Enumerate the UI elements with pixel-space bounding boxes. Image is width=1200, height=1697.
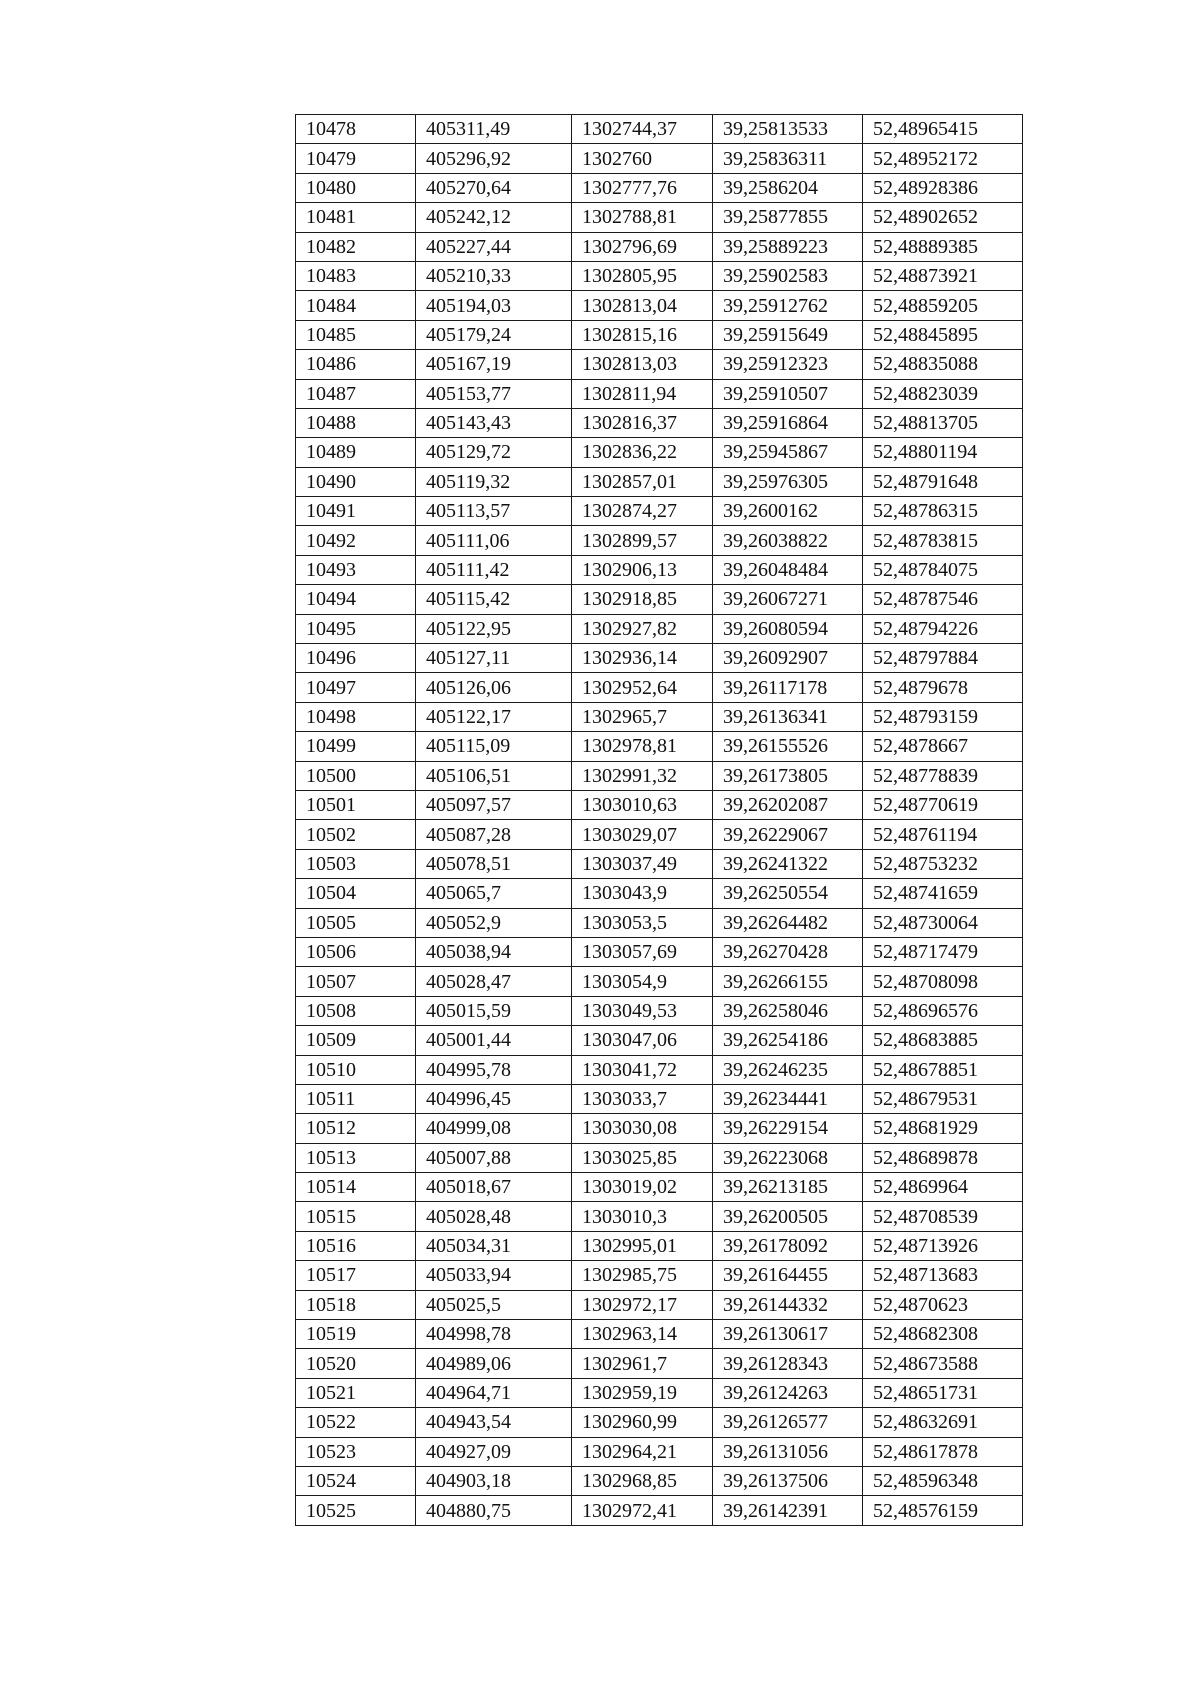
longitude-cell: 52,48784075 bbox=[863, 555, 1023, 584]
table-row bbox=[296, 820, 1023, 849]
longitude-cell: 52,48717479 bbox=[863, 937, 1023, 966]
longitude-cell: 52,48761194 bbox=[863, 820, 1023, 849]
y-coordinate-cell: 1302813,04 bbox=[572, 291, 713, 320]
point-number-cell: 10520 bbox=[296, 1349, 416, 1378]
point-number-cell: 10479 bbox=[296, 144, 416, 173]
longitude-cell: 52,48786315 bbox=[863, 497, 1023, 526]
x-coordinate-cell: 405119,32 bbox=[416, 467, 572, 496]
table-row bbox=[296, 790, 1023, 819]
table-row bbox=[296, 1290, 1023, 1319]
x-coordinate-cell: 405097,57 bbox=[416, 790, 572, 819]
x-coordinate-cell: 405001,44 bbox=[416, 1026, 572, 1055]
x-coordinate-cell: 405111,42 bbox=[416, 555, 572, 584]
latitude-cell: 39,26130617 bbox=[713, 1320, 863, 1349]
x-coordinate-cell: 405127,11 bbox=[416, 644, 572, 673]
table-row bbox=[296, 115, 1023, 144]
point-number-cell: 10490 bbox=[296, 467, 416, 496]
table-row bbox=[296, 1261, 1023, 1290]
longitude-cell: 52,48793159 bbox=[863, 702, 1023, 731]
y-coordinate-cell: 1303049,53 bbox=[572, 996, 713, 1025]
point-number-cell: 10498 bbox=[296, 702, 416, 731]
table-row bbox=[296, 291, 1023, 320]
latitude-cell: 39,26136341 bbox=[713, 702, 863, 731]
longitude-cell: 52,48683885 bbox=[863, 1026, 1023, 1055]
latitude-cell: 39,25915649 bbox=[713, 320, 863, 349]
x-coordinate-cell: 404927,09 bbox=[416, 1437, 572, 1466]
latitude-cell: 39,25912323 bbox=[713, 350, 863, 379]
x-coordinate-cell: 405115,09 bbox=[416, 732, 572, 761]
x-coordinate-cell: 405028,48 bbox=[416, 1202, 572, 1231]
point-number-cell: 10518 bbox=[296, 1290, 416, 1319]
table-row bbox=[296, 203, 1023, 232]
point-number-cell: 10506 bbox=[296, 937, 416, 966]
x-coordinate-cell: 405015,59 bbox=[416, 996, 572, 1025]
point-number-cell: 10495 bbox=[296, 614, 416, 643]
table-row bbox=[296, 1231, 1023, 1260]
latitude-cell: 39,26137506 bbox=[713, 1466, 863, 1495]
x-coordinate-cell: 404903,18 bbox=[416, 1466, 572, 1495]
x-coordinate-cell: 405296,92 bbox=[416, 144, 572, 173]
table-row bbox=[296, 967, 1023, 996]
longitude-cell: 52,48708098 bbox=[863, 967, 1023, 996]
point-number-cell: 10501 bbox=[296, 790, 416, 819]
x-coordinate-cell: 405311,49 bbox=[416, 115, 572, 144]
y-coordinate-cell: 1303030,08 bbox=[572, 1114, 713, 1143]
longitude-cell: 52,48770619 bbox=[863, 790, 1023, 819]
y-coordinate-cell: 1303057,69 bbox=[572, 937, 713, 966]
latitude-cell: 39,26258046 bbox=[713, 996, 863, 1025]
x-coordinate-cell: 405270,64 bbox=[416, 173, 572, 202]
latitude-cell: 39,26067271 bbox=[713, 585, 863, 614]
latitude-cell: 39,25889223 bbox=[713, 232, 863, 261]
y-coordinate-cell: 1302963,14 bbox=[572, 1320, 713, 1349]
latitude-cell: 39,26164455 bbox=[713, 1261, 863, 1290]
longitude-cell: 52,48596348 bbox=[863, 1466, 1023, 1495]
longitude-cell: 52,48845895 bbox=[863, 320, 1023, 349]
longitude-cell: 52,48681929 bbox=[863, 1114, 1023, 1143]
y-coordinate-cell: 1303053,5 bbox=[572, 908, 713, 937]
y-coordinate-cell: 1302857,01 bbox=[572, 467, 713, 496]
table-row bbox=[296, 702, 1023, 731]
longitude-cell: 52,4879678 bbox=[863, 673, 1023, 702]
table-row bbox=[296, 1173, 1023, 1202]
point-number-cell: 10503 bbox=[296, 849, 416, 878]
point-number-cell: 10508 bbox=[296, 996, 416, 1025]
x-coordinate-cell: 405087,28 bbox=[416, 820, 572, 849]
x-coordinate-cell: 405227,44 bbox=[416, 232, 572, 261]
y-coordinate-cell: 1302960,99 bbox=[572, 1408, 713, 1437]
point-number-cell: 10505 bbox=[296, 908, 416, 937]
x-coordinate-cell: 405025,5 bbox=[416, 1290, 572, 1319]
table-row bbox=[296, 350, 1023, 379]
latitude-cell: 39,26131056 bbox=[713, 1437, 863, 1466]
longitude-cell: 52,48797884 bbox=[863, 644, 1023, 673]
longitude-cell: 52,48783815 bbox=[863, 526, 1023, 555]
y-coordinate-cell: 1303025,85 bbox=[572, 1143, 713, 1172]
x-coordinate-cell: 405194,03 bbox=[416, 291, 572, 320]
longitude-cell: 52,48801194 bbox=[863, 438, 1023, 467]
point-number-cell: 10493 bbox=[296, 555, 416, 584]
latitude-cell: 39,26223068 bbox=[713, 1143, 863, 1172]
y-coordinate-cell: 1303047,06 bbox=[572, 1026, 713, 1055]
y-coordinate-cell: 1302813,03 bbox=[572, 350, 713, 379]
table-row bbox=[296, 614, 1023, 643]
longitude-cell: 52,48753232 bbox=[863, 849, 1023, 878]
latitude-cell: 39,25877855 bbox=[713, 203, 863, 232]
latitude-cell: 39,26266155 bbox=[713, 967, 863, 996]
latitude-cell: 39,26128343 bbox=[713, 1349, 863, 1378]
y-coordinate-cell: 1303010,3 bbox=[572, 1202, 713, 1231]
latitude-cell: 39,26264482 bbox=[713, 908, 863, 937]
y-coordinate-cell: 1302816,37 bbox=[572, 408, 713, 437]
latitude-cell: 39,26126577 bbox=[713, 1408, 863, 1437]
latitude-cell: 39,25836311 bbox=[713, 144, 863, 173]
point-number-cell: 10481 bbox=[296, 203, 416, 232]
latitude-cell: 39,25945867 bbox=[713, 438, 863, 467]
x-coordinate-cell: 405028,47 bbox=[416, 967, 572, 996]
longitude-cell: 52,48835088 bbox=[863, 350, 1023, 379]
x-coordinate-cell: 405167,19 bbox=[416, 350, 572, 379]
y-coordinate-cell: 1303029,07 bbox=[572, 820, 713, 849]
longitude-cell: 52,4869964 bbox=[863, 1173, 1023, 1202]
point-number-cell: 10510 bbox=[296, 1055, 416, 1084]
y-coordinate-cell: 1303043,9 bbox=[572, 879, 713, 908]
point-number-cell: 10523 bbox=[296, 1437, 416, 1466]
point-number-cell: 10504 bbox=[296, 879, 416, 908]
x-coordinate-cell: 405242,12 bbox=[416, 203, 572, 232]
longitude-cell: 52,4878667 bbox=[863, 732, 1023, 761]
latitude-cell: 39,25912762 bbox=[713, 291, 863, 320]
table-row bbox=[296, 761, 1023, 790]
point-number-cell: 10502 bbox=[296, 820, 416, 849]
y-coordinate-cell: 1302964,21 bbox=[572, 1437, 713, 1466]
longitude-cell: 52,48787546 bbox=[863, 585, 1023, 614]
x-coordinate-cell: 404943,54 bbox=[416, 1408, 572, 1437]
point-number-cell: 10521 bbox=[296, 1378, 416, 1407]
point-number-cell: 10499 bbox=[296, 732, 416, 761]
latitude-cell: 39,2600162 bbox=[713, 497, 863, 526]
x-coordinate-cell: 404995,78 bbox=[416, 1055, 572, 1084]
longitude-cell: 52,48859205 bbox=[863, 291, 1023, 320]
x-coordinate-cell: 405033,94 bbox=[416, 1261, 572, 1290]
x-coordinate-cell: 405122,95 bbox=[416, 614, 572, 643]
latitude-cell: 39,26080594 bbox=[713, 614, 863, 643]
y-coordinate-cell: 1302874,27 bbox=[572, 497, 713, 526]
table-row bbox=[296, 673, 1023, 702]
latitude-cell: 39,26117178 bbox=[713, 673, 863, 702]
longitude-cell: 52,48617878 bbox=[863, 1437, 1023, 1466]
table-row bbox=[296, 849, 1023, 878]
y-coordinate-cell: 1302985,75 bbox=[572, 1261, 713, 1290]
point-number-cell: 10494 bbox=[296, 585, 416, 614]
point-number-cell: 10507 bbox=[296, 967, 416, 996]
point-number-cell: 10496 bbox=[296, 644, 416, 673]
x-coordinate-cell: 405007,88 bbox=[416, 1143, 572, 1172]
point-number-cell: 10489 bbox=[296, 438, 416, 467]
y-coordinate-cell: 1303033,7 bbox=[572, 1084, 713, 1113]
table-row bbox=[296, 438, 1023, 467]
y-coordinate-cell: 1302899,57 bbox=[572, 526, 713, 555]
point-number-cell: 10511 bbox=[296, 1084, 416, 1113]
x-coordinate-cell: 405078,51 bbox=[416, 849, 572, 878]
y-coordinate-cell: 1302788,81 bbox=[572, 203, 713, 232]
point-number-cell: 10524 bbox=[296, 1466, 416, 1495]
latitude-cell: 39,26229154 bbox=[713, 1114, 863, 1143]
longitude-cell: 52,4870623 bbox=[863, 1290, 1023, 1319]
longitude-cell: 52,48889385 bbox=[863, 232, 1023, 261]
longitude-cell: 52,48708539 bbox=[863, 1202, 1023, 1231]
latitude-cell: 39,25902583 bbox=[713, 261, 863, 290]
table-row bbox=[296, 1084, 1023, 1113]
y-coordinate-cell: 1302777,76 bbox=[572, 173, 713, 202]
x-coordinate-cell: 405122,17 bbox=[416, 702, 572, 731]
point-number-cell: 10484 bbox=[296, 291, 416, 320]
point-number-cell: 10478 bbox=[296, 115, 416, 144]
longitude-cell: 52,48928386 bbox=[863, 173, 1023, 202]
point-number-cell: 10491 bbox=[296, 497, 416, 526]
point-number-cell: 10485 bbox=[296, 320, 416, 349]
point-number-cell: 10500 bbox=[296, 761, 416, 790]
longitude-cell: 52,48713683 bbox=[863, 1261, 1023, 1290]
table-row bbox=[296, 1114, 1023, 1143]
latitude-cell: 39,26092907 bbox=[713, 644, 863, 673]
latitude-cell: 39,26200505 bbox=[713, 1202, 863, 1231]
latitude-cell: 39,26229067 bbox=[713, 820, 863, 849]
y-coordinate-cell: 1302959,19 bbox=[572, 1378, 713, 1407]
x-coordinate-cell: 405179,24 bbox=[416, 320, 572, 349]
longitude-cell: 52,48791648 bbox=[863, 467, 1023, 496]
y-coordinate-cell: 1302796,69 bbox=[572, 232, 713, 261]
latitude-cell: 39,26142391 bbox=[713, 1496, 863, 1525]
y-coordinate-cell: 1303037,49 bbox=[572, 849, 713, 878]
y-coordinate-cell: 1302918,85 bbox=[572, 585, 713, 614]
latitude-cell: 39,26144332 bbox=[713, 1290, 863, 1319]
table-row bbox=[296, 555, 1023, 584]
table-row bbox=[296, 232, 1023, 261]
latitude-cell: 39,25916864 bbox=[713, 408, 863, 437]
point-number-cell: 10516 bbox=[296, 1231, 416, 1260]
latitude-cell: 39,26048484 bbox=[713, 555, 863, 584]
table-row bbox=[296, 1349, 1023, 1378]
x-coordinate-cell: 405115,42 bbox=[416, 585, 572, 614]
table-row bbox=[296, 937, 1023, 966]
table-row bbox=[296, 173, 1023, 202]
table-row bbox=[296, 879, 1023, 908]
point-number-cell: 10480 bbox=[296, 173, 416, 202]
y-coordinate-cell: 1302744,37 bbox=[572, 115, 713, 144]
table-row bbox=[296, 144, 1023, 173]
longitude-cell: 52,48632691 bbox=[863, 1408, 1023, 1437]
latitude-cell: 39,26202087 bbox=[713, 790, 863, 819]
y-coordinate-cell: 1303019,02 bbox=[572, 1173, 713, 1202]
y-coordinate-cell: 1303010,63 bbox=[572, 790, 713, 819]
latitude-cell: 39,26241322 bbox=[713, 849, 863, 878]
longitude-cell: 52,48952172 bbox=[863, 144, 1023, 173]
latitude-cell: 39,26178092 bbox=[713, 1231, 863, 1260]
latitude-cell: 39,26246235 bbox=[713, 1055, 863, 1084]
longitude-cell: 52,48651731 bbox=[863, 1378, 1023, 1407]
x-coordinate-cell: 405113,57 bbox=[416, 497, 572, 526]
longitude-cell: 52,48741659 bbox=[863, 879, 1023, 908]
point-number-cell: 10488 bbox=[296, 408, 416, 437]
x-coordinate-cell: 405210,33 bbox=[416, 261, 572, 290]
table-row bbox=[296, 732, 1023, 761]
table-row bbox=[296, 1026, 1023, 1055]
latitude-cell: 39,26155526 bbox=[713, 732, 863, 761]
y-coordinate-cell: 1302995,01 bbox=[572, 1231, 713, 1260]
x-coordinate-cell: 405018,67 bbox=[416, 1173, 572, 1202]
table-row bbox=[296, 320, 1023, 349]
latitude-cell: 39,25813533 bbox=[713, 115, 863, 144]
longitude-cell: 52,48794226 bbox=[863, 614, 1023, 643]
y-coordinate-cell: 1302906,13 bbox=[572, 555, 713, 584]
table-row bbox=[296, 467, 1023, 496]
point-number-cell: 10517 bbox=[296, 1261, 416, 1290]
point-number-cell: 10512 bbox=[296, 1114, 416, 1143]
table-row bbox=[296, 1496, 1023, 1525]
y-coordinate-cell: 1302972,41 bbox=[572, 1496, 713, 1525]
longitude-cell: 52,48965415 bbox=[863, 115, 1023, 144]
x-coordinate-cell: 404989,06 bbox=[416, 1349, 572, 1378]
table-row bbox=[296, 379, 1023, 408]
latitude-cell: 39,25910507 bbox=[713, 379, 863, 408]
point-number-cell: 10486 bbox=[296, 350, 416, 379]
table-row bbox=[296, 1378, 1023, 1407]
x-coordinate-cell: 405111,06 bbox=[416, 526, 572, 555]
table-row bbox=[296, 1320, 1023, 1349]
y-coordinate-cell: 1302991,32 bbox=[572, 761, 713, 790]
longitude-cell: 52,48689878 bbox=[863, 1143, 1023, 1172]
x-coordinate-cell: 405106,51 bbox=[416, 761, 572, 790]
x-coordinate-cell: 404998,78 bbox=[416, 1320, 572, 1349]
latitude-cell: 39,26213185 bbox=[713, 1173, 863, 1202]
table-row bbox=[296, 497, 1023, 526]
table-row bbox=[296, 585, 1023, 614]
x-coordinate-cell: 404996,45 bbox=[416, 1084, 572, 1113]
coordinate-table bbox=[295, 114, 1023, 1526]
longitude-cell: 52,48678851 bbox=[863, 1055, 1023, 1084]
table-row bbox=[296, 996, 1023, 1025]
longitude-cell: 52,48873921 bbox=[863, 261, 1023, 290]
x-coordinate-cell: 405052,9 bbox=[416, 908, 572, 937]
latitude-cell: 39,26124263 bbox=[713, 1378, 863, 1407]
x-coordinate-cell: 405153,77 bbox=[416, 379, 572, 408]
point-number-cell: 10483 bbox=[296, 261, 416, 290]
y-coordinate-cell: 1302815,16 bbox=[572, 320, 713, 349]
x-coordinate-cell: 404999,08 bbox=[416, 1114, 572, 1143]
y-coordinate-cell: 1302760 bbox=[572, 144, 713, 173]
point-number-cell: 10497 bbox=[296, 673, 416, 702]
table-row bbox=[296, 1408, 1023, 1437]
longitude-cell: 52,48696576 bbox=[863, 996, 1023, 1025]
latitude-cell: 39,26250554 bbox=[713, 879, 863, 908]
point-number-cell: 10525 bbox=[296, 1496, 416, 1525]
table-row bbox=[296, 1437, 1023, 1466]
point-number-cell: 10487 bbox=[296, 379, 416, 408]
y-coordinate-cell: 1302965,7 bbox=[572, 702, 713, 731]
x-coordinate-cell: 405143,43 bbox=[416, 408, 572, 437]
y-coordinate-cell: 1303054,9 bbox=[572, 967, 713, 996]
x-coordinate-cell: 405034,31 bbox=[416, 1231, 572, 1260]
y-coordinate-cell: 1302936,14 bbox=[572, 644, 713, 673]
x-coordinate-cell: 405129,72 bbox=[416, 438, 572, 467]
table-row bbox=[296, 408, 1023, 437]
y-coordinate-cell: 1302978,81 bbox=[572, 732, 713, 761]
point-number-cell: 10519 bbox=[296, 1320, 416, 1349]
longitude-cell: 52,48713926 bbox=[863, 1231, 1023, 1260]
y-coordinate-cell: 1302968,85 bbox=[572, 1466, 713, 1495]
table-row bbox=[296, 1466, 1023, 1495]
point-number-cell: 10522 bbox=[296, 1408, 416, 1437]
latitude-cell: 39,26038822 bbox=[713, 526, 863, 555]
x-coordinate-cell: 404964,71 bbox=[416, 1378, 572, 1407]
table-row bbox=[296, 908, 1023, 937]
longitude-cell: 52,48682308 bbox=[863, 1320, 1023, 1349]
table-row bbox=[296, 526, 1023, 555]
y-coordinate-cell: 1302927,82 bbox=[572, 614, 713, 643]
longitude-cell: 52,48813705 bbox=[863, 408, 1023, 437]
y-coordinate-cell: 1303041,72 bbox=[572, 1055, 713, 1084]
table-row bbox=[296, 261, 1023, 290]
latitude-cell: 39,26254186 bbox=[713, 1026, 863, 1055]
table-row bbox=[296, 644, 1023, 673]
longitude-cell: 52,48730064 bbox=[863, 908, 1023, 937]
point-number-cell: 10513 bbox=[296, 1143, 416, 1172]
point-number-cell: 10492 bbox=[296, 526, 416, 555]
point-number-cell: 10482 bbox=[296, 232, 416, 261]
x-coordinate-cell: 405126,06 bbox=[416, 673, 572, 702]
longitude-cell: 52,48679531 bbox=[863, 1084, 1023, 1113]
latitude-cell: 39,26234441 bbox=[713, 1084, 863, 1113]
x-coordinate-cell: 404880,75 bbox=[416, 1496, 572, 1525]
table-row bbox=[296, 1055, 1023, 1084]
longitude-cell: 52,48902652 bbox=[863, 203, 1023, 232]
latitude-cell: 39,26173805 bbox=[713, 761, 863, 790]
latitude-cell: 39,2586204 bbox=[713, 173, 863, 202]
y-coordinate-cell: 1302836,22 bbox=[572, 438, 713, 467]
point-number-cell: 10514 bbox=[296, 1173, 416, 1202]
point-number-cell: 10515 bbox=[296, 1202, 416, 1231]
longitude-cell: 52,48778839 bbox=[863, 761, 1023, 790]
x-coordinate-cell: 405038,94 bbox=[416, 937, 572, 966]
y-coordinate-cell: 1302961,7 bbox=[572, 1349, 713, 1378]
latitude-cell: 39,25976305 bbox=[713, 467, 863, 496]
x-coordinate-cell: 405065,7 bbox=[416, 879, 572, 908]
longitude-cell: 52,48576159 bbox=[863, 1496, 1023, 1525]
y-coordinate-cell: 1302972,17 bbox=[572, 1290, 713, 1319]
longitude-cell: 52,48673588 bbox=[863, 1349, 1023, 1378]
table-row bbox=[296, 1202, 1023, 1231]
point-number-cell: 10509 bbox=[296, 1026, 416, 1055]
y-coordinate-cell: 1302952,64 bbox=[572, 673, 713, 702]
coordinate-table-body bbox=[296, 115, 1023, 1526]
y-coordinate-cell: 1302805,95 bbox=[572, 261, 713, 290]
y-coordinate-cell: 1302811,94 bbox=[572, 379, 713, 408]
latitude-cell: 39,26270428 bbox=[713, 937, 863, 966]
table-row bbox=[296, 1143, 1023, 1172]
longitude-cell: 52,48823039 bbox=[863, 379, 1023, 408]
